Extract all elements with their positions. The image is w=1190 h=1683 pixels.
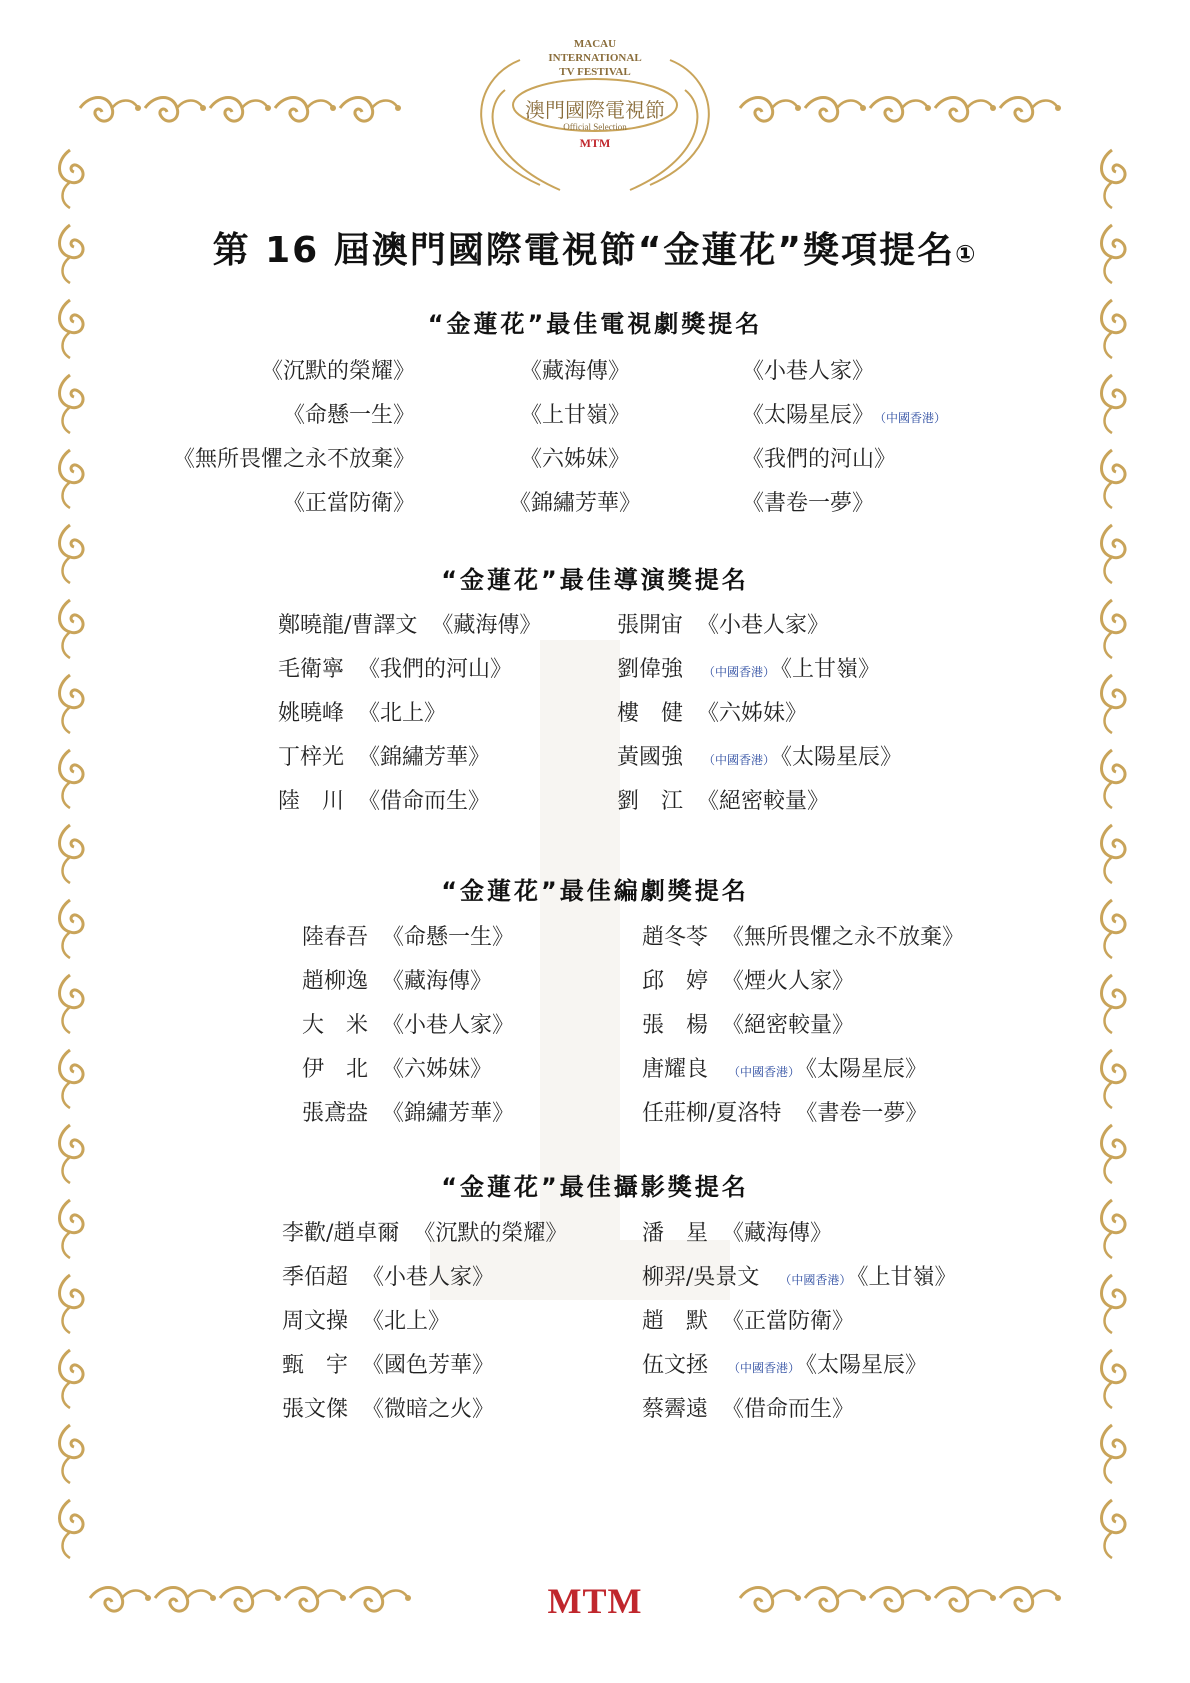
drama-title: 《錦繡芳華》 <box>508 491 641 516</box>
nominee-name: 劉 江 <box>617 789 684 814</box>
screenplay-nominee <box>302 1052 492 1083</box>
nominee-name: 陸 川 <box>278 789 345 814</box>
nominee-name: 張文傑 <box>282 1397 349 1422</box>
work-title: 《小巷人家》 <box>362 1265 495 1290</box>
logo-brand: MTM <box>579 136 611 150</box>
drama-nominee <box>742 398 952 429</box>
region-note: （中國香港） <box>728 1361 801 1375</box>
screenplay-nominee <box>302 920 514 951</box>
director-nominee <box>278 652 512 683</box>
cinematography-nominee <box>282 1348 494 1379</box>
page-title-text: 第 16 屆澳門國際電視節“金蓮花”獎項提名 <box>212 230 956 271</box>
nominee-name: 張鳶盎 <box>302 1101 369 1126</box>
cinematography-nominee <box>642 1216 832 1247</box>
work-title: 《太陽星辰》 <box>806 1057 928 1082</box>
nominee-name: 張 楊 <box>642 1013 709 1038</box>
work-title: 《小巷人家》 <box>697 613 830 638</box>
drama-nominee <box>742 486 874 517</box>
nominee-name: 甄 宇 <box>282 1353 349 1378</box>
drama-title: 《命懸一生》 <box>282 403 415 428</box>
section-title-director: “金蓮花”最佳導演獎提名 <box>441 566 749 594</box>
director-nominee <box>617 696 807 727</box>
director-nominee <box>617 652 880 683</box>
work-title: 《微暗之火》 <box>362 1397 495 1422</box>
logo-official: Official Selection <box>563 122 627 132</box>
cinematography-nominee <box>282 1304 450 1335</box>
nominee-name: 毛衛寧 <box>278 657 345 682</box>
work-title: 《正當防衛》 <box>722 1309 855 1334</box>
work-title: 《無所畏懼之永不放棄》 <box>722 925 965 950</box>
cinematography-nominee <box>282 1260 494 1291</box>
drama-title: 《書卷一夢》 <box>742 491 875 516</box>
director-nominee <box>278 740 490 771</box>
screenplay-nominee <box>642 1096 927 1127</box>
work-title: 《北上》 <box>358 701 447 726</box>
cinematography-nominee <box>642 1260 956 1291</box>
work-title: 《錦繡芳華》 <box>382 1101 515 1126</box>
work-title: 《太陽星辰》 <box>781 745 903 770</box>
work-title: 《上甘嶺》 <box>781 657 881 682</box>
nominee-name: 趙柳逸 <box>302 969 369 994</box>
work-title: 《北上》 <box>362 1309 451 1334</box>
drama-nominee <box>455 486 695 517</box>
work-title: 《沉默的榮耀》 <box>413 1221 568 1246</box>
section-title-cinematography: “金蓮花”最佳攝影獎提名 <box>441 1173 749 1201</box>
nominee-name: 任莊柳/夏洛特 <box>642 1101 782 1126</box>
drama-nominee <box>742 442 896 473</box>
work-title: 《六姊妹》 <box>382 1057 493 1082</box>
top-left-ornament <box>80 98 401 122</box>
cinematography-nominee <box>642 1392 854 1423</box>
director-nominee <box>617 784 829 815</box>
screenplay-nominee <box>302 1008 514 1039</box>
cinematography-nominee <box>282 1216 567 1247</box>
nominee-name: 劉偉強 <box>617 657 684 682</box>
drama-title: 《上甘嶺》 <box>519 403 630 428</box>
drama-title: 《正當防衛》 <box>282 491 415 516</box>
work-title: 《國色芳華》 <box>362 1353 495 1378</box>
screenplay-nominee <box>302 1096 514 1127</box>
work-title: 《錦繡芳華》 <box>358 745 491 770</box>
drama-nominee <box>742 354 874 385</box>
nominee-name: 趙 默 <box>642 1309 709 1334</box>
work-title: 《絕密較量》 <box>697 789 830 814</box>
drama-title: 《沉默的榮耀》 <box>260 359 415 384</box>
nominee-name: 李歡/趙卓爾 <box>282 1221 400 1246</box>
region-note: （中國香港） <box>880 411 947 425</box>
drama-nominee <box>261 354 415 385</box>
logo-chinese: 澳門國際電視節 <box>525 100 665 122</box>
nominee-name: 周文操 <box>282 1309 349 1334</box>
drama-title: 《無所畏懼之永不放棄》 <box>172 447 415 472</box>
work-title: 《上甘嶺》 <box>857 1265 957 1290</box>
logo-line1: MACAU <box>573 38 617 50</box>
work-title: 《命懸一生》 <box>382 925 515 950</box>
nominee-name: 唐耀良 <box>642 1057 709 1082</box>
work-title: 《借命而生》 <box>358 789 491 814</box>
director-nominee <box>278 608 541 639</box>
nominee-name: 陸春吾 <box>302 925 369 950</box>
drama-title: 《小巷人家》 <box>742 359 875 384</box>
drama-nominee <box>173 442 415 473</box>
nominee-name: 趙冬苓 <box>642 925 709 950</box>
nominee-name: 丁梓光 <box>278 745 345 770</box>
cinematography-nominee <box>642 1348 927 1379</box>
work-title: 《藏海傳》 <box>722 1221 833 1246</box>
nominee-name: 柳羿/吳景文 <box>642 1265 760 1290</box>
work-title: 《我們的河山》 <box>358 657 513 682</box>
section-title-screenplay: “金蓮花”最佳編劇獎提名 <box>441 877 749 905</box>
nominee-name: 季佰超 <box>282 1265 349 1290</box>
nominee-name: 姚曉峰 <box>278 701 345 726</box>
screenplay-nominee <box>642 964 854 995</box>
nominee-name: 蔡霽遠 <box>642 1397 709 1422</box>
screenplay-nominee <box>302 964 492 995</box>
screenplay-nominee <box>642 1052 927 1083</box>
work-title: 《書卷一夢》 <box>795 1101 928 1126</box>
nominee-name: 伊 北 <box>302 1057 369 1082</box>
director-nominee <box>278 696 446 727</box>
logo-line2: INTERNATIONAL <box>548 52 642 64</box>
region-note: （中國香港） <box>779 1273 852 1287</box>
drama-title: 《我們的河山》 <box>742 447 897 472</box>
cinematography-nominee <box>282 1392 494 1423</box>
director-nominee <box>617 740 902 771</box>
nominee-name: 邱 婷 <box>642 969 709 994</box>
region-note: （中國香港） <box>703 753 776 767</box>
nominee-name: 樓 健 <box>617 701 684 726</box>
footer-brand: MTM <box>547 1581 643 1621</box>
drama-title: 《藏海傳》 <box>519 359 630 384</box>
drama-title: 《太陽星辰》 <box>742 403 875 428</box>
nominee-name: 黃國強 <box>617 745 684 770</box>
work-title: 《借命而生》 <box>722 1397 855 1422</box>
cinematography-nominee <box>642 1304 854 1335</box>
region-note: （中國香港） <box>728 1065 801 1079</box>
work-title: 《藏海傳》 <box>431 613 542 638</box>
nominee-name: 大 米 <box>302 1013 369 1038</box>
screenplay-nominee <box>642 920 964 951</box>
drama-nominee <box>455 442 695 473</box>
drama-nominee <box>455 398 695 429</box>
director-nominee <box>617 608 829 639</box>
director-nominee <box>278 784 490 815</box>
work-title: 《小巷人家》 <box>382 1013 515 1038</box>
section-title-drama: “金蓮花”最佳電視劇獎提名 <box>427 310 763 338</box>
work-title: 《藏海傳》 <box>382 969 493 994</box>
page-title-mark: ① <box>955 240 978 268</box>
nominee-name: 潘 星 <box>642 1221 709 1246</box>
region-note: （中國香港） <box>703 665 776 679</box>
work-title: 《太陽星辰》 <box>806 1353 928 1378</box>
screenplay-nominee <box>642 1008 854 1039</box>
nominee-name: 張開宙 <box>617 613 684 638</box>
logo-line3: TV FESTIVAL <box>559 66 631 78</box>
drama-title: 《六姊妹》 <box>519 447 630 472</box>
work-title: 《絕密較量》 <box>722 1013 855 1038</box>
nominee-name: 鄭曉龍/曹譯文 <box>278 613 418 638</box>
drama-nominee <box>283 486 415 517</box>
nominee-name: 伍文拯 <box>642 1353 709 1378</box>
drama-nominee <box>283 398 415 429</box>
work-title: 《六姊妹》 <box>697 701 808 726</box>
drama-nominee <box>455 354 695 385</box>
page-title <box>0 222 1190 273</box>
top-right-ornament <box>740 98 1061 122</box>
work-title: 《煙火人家》 <box>722 969 855 994</box>
